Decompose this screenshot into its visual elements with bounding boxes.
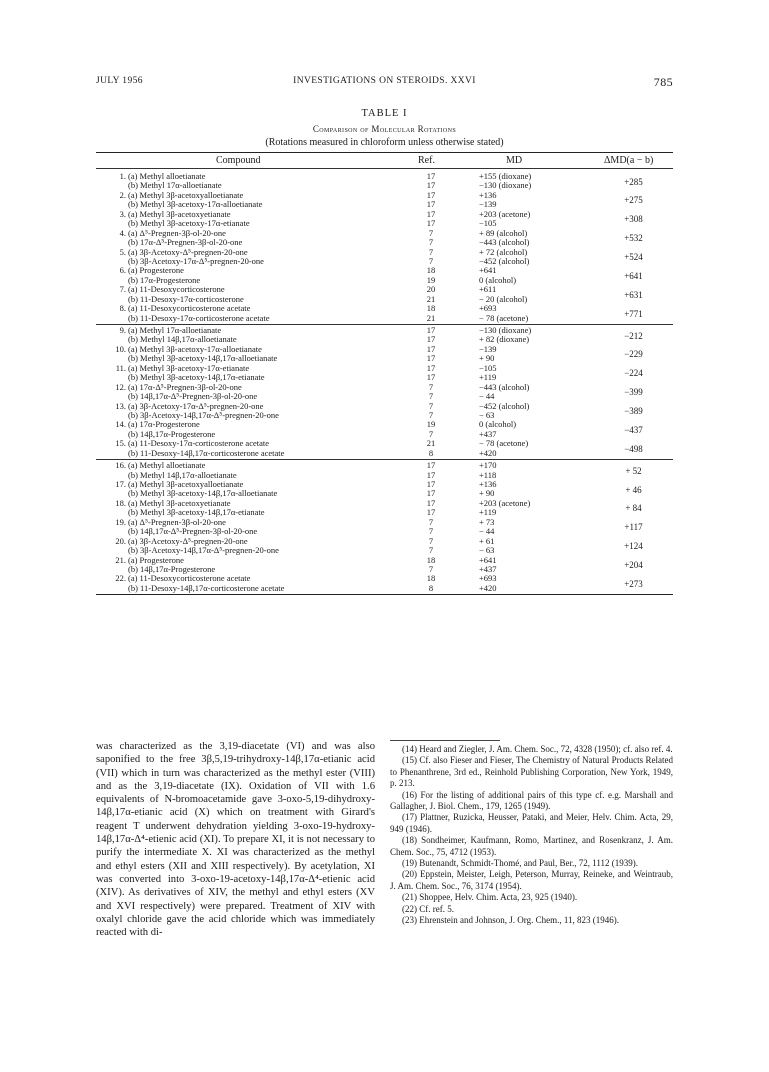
molecular-rotation: +437 xyxy=(479,563,497,574)
delta-rotation: +275 xyxy=(624,195,643,206)
row-number: 8. xyxy=(119,303,126,314)
compound-name: (a) Methyl 17α-alloetianate xyxy=(128,325,222,335)
footnote: (16) For the listing of additional pairs of this type cf. e.g. Marshall and Gallagher, J. Biol. Chem., 179, 1265 (1949). xyxy=(390,789,673,812)
reference: 17 xyxy=(426,497,436,508)
reference: 17 xyxy=(426,353,436,364)
reference: 17 xyxy=(426,208,436,219)
delta-rotation: +524 xyxy=(624,252,643,262)
compound-pair xyxy=(96,210,673,229)
row-number: 6. xyxy=(119,265,126,276)
compound-name: (a) Methyl 3β-acetoxyalloetianate xyxy=(128,479,244,489)
reference: 7 xyxy=(428,381,434,392)
compound-name: (a) 11-Desoxycorticosterone acetate xyxy=(128,303,251,314)
molecular-rotation: +136 xyxy=(479,189,497,200)
molecular-rotation: +203 (acetone) xyxy=(479,208,531,219)
molecular-rotation: + 61 xyxy=(479,535,495,546)
reference: 17 xyxy=(426,460,436,471)
molecular-rotation: −452 (alcohol) xyxy=(479,400,530,411)
delta-rotation: −212 xyxy=(624,330,643,341)
compound-pair xyxy=(96,439,673,458)
compound-name: (a) Methyl 3β-acetoxyetianate xyxy=(128,208,231,219)
delta-rotation: +641 xyxy=(624,270,643,281)
compound-name: (b) 11-Desoxy-17α-corticosterone acetate xyxy=(128,312,270,323)
molecular-rotation: +693 xyxy=(479,303,497,314)
compound-name: (a) 11-Desoxycorticosterone acetate xyxy=(128,573,251,584)
row-number: 1. xyxy=(119,171,126,181)
molecular-rotation: − 78 (acetone) xyxy=(479,312,529,323)
reference: 7 xyxy=(428,237,434,248)
molecular-rotation: +170 xyxy=(479,460,497,471)
compound-name: (a) Progesterone xyxy=(128,265,184,276)
compound-name: (a) 11-Desoxycorticosterone xyxy=(128,284,225,295)
compound-name: (b) Methyl 14β,17α-alloetianate xyxy=(128,469,237,480)
running-head-date: JULY 1956 xyxy=(96,76,143,86)
table-title: TABLE I xyxy=(361,108,408,119)
compound-pair xyxy=(96,345,673,364)
molecular-rotation: +437 xyxy=(479,428,497,439)
reference: 17 xyxy=(426,479,436,489)
molecular-rotation: + 73 xyxy=(479,516,495,527)
reference: 7 xyxy=(428,391,434,402)
delta-rotation: −437 xyxy=(624,424,643,435)
table-caption: Comparison of Molecular Rotations xyxy=(312,124,457,134)
delta-rotation: +308 xyxy=(624,214,643,225)
table-row xyxy=(96,584,673,593)
compound-name: (b) Methyl 17α-alloetianate xyxy=(128,180,222,191)
footnote: (17) Plattner, Ruzicka, Heusser, Pataki, and Meier, Helv. Chim. Acta, 29, 949 (1946). xyxy=(390,812,673,834)
molecular-rotation: +203 (acetone) xyxy=(479,497,531,508)
molecular-rotation: −139 xyxy=(479,343,497,354)
compound-name: (b) Methyl 3β-acetoxy-14β,17α-etianate xyxy=(128,372,265,383)
reference: 19 xyxy=(426,274,436,285)
compound-pair xyxy=(96,499,673,518)
reference: 19 xyxy=(426,419,436,430)
footnote: (22) Cf. ref. 5. xyxy=(402,903,454,914)
compound-pair xyxy=(96,574,673,593)
delta-rotation: +204 xyxy=(624,560,643,570)
reference: 18 xyxy=(426,573,436,584)
molecular-rotation: 0 (alcohol) xyxy=(479,274,517,285)
row-number: 13. xyxy=(115,400,126,411)
compound-name: (a) Methyl 3β-acetoxyalloetianate xyxy=(128,189,244,200)
molecular-rotation: −452 (alcohol) xyxy=(479,255,530,266)
reference: 18 xyxy=(426,303,436,314)
row-number: 7. xyxy=(119,284,126,295)
row-number: 3. xyxy=(119,208,126,219)
row-number: 22. xyxy=(115,573,126,584)
reference: 17 xyxy=(426,362,436,373)
molecular-rotation: + 90 xyxy=(479,353,495,364)
table-note: (Rotations measured in chloroform unless otherwise stated) xyxy=(265,137,504,148)
row-number: 20. xyxy=(115,535,126,546)
reference: 7 xyxy=(428,535,434,546)
footnote: (21) Shoppee, Helv. Chim. Acta, 23, 925 (1940). xyxy=(402,892,578,903)
table-row xyxy=(96,314,673,323)
molecular-rotation: +136 xyxy=(479,479,497,489)
reference: 17 xyxy=(426,488,436,499)
delta-rotation: +117 xyxy=(624,522,643,533)
reference: 21 xyxy=(426,293,436,304)
reference: 21 xyxy=(426,312,436,323)
compound-name: (a) Δ⁵-Pregnen-3β-ol-20-one xyxy=(128,516,226,527)
compound-name: (a) 17α-Progesterone xyxy=(128,419,200,430)
rotations-table xyxy=(96,152,673,595)
footnote: (20) Eppstein, Meister, Leigh, Peterson, Murray, Reineke, and Weintraub, J. Am. Chem. Soc., 76, 3174 (1954). xyxy=(390,869,673,891)
col-header-md: MD xyxy=(506,155,523,166)
reference: 7 xyxy=(428,563,434,574)
compound-pair xyxy=(96,420,673,439)
molecular-rotation: +641 xyxy=(479,265,497,276)
molecular-rotation: + 89 (alcohol) xyxy=(479,227,528,238)
molecular-rotation: − 44 xyxy=(479,526,495,537)
col-header-ref: Ref. xyxy=(418,155,435,166)
footnotes-column xyxy=(390,740,673,927)
col-header-delta: ΔMD(a − b) xyxy=(604,155,654,166)
compound-name: (b) 3β-Acetoxy-14β,17α-Δ⁵-pregnen-20-one xyxy=(128,545,279,556)
compound-name: (a) Methyl alloetianate xyxy=(128,171,206,181)
reference: 17 xyxy=(426,469,436,480)
compound-name: (b) Methyl 3β-acetoxy-17α-etianate xyxy=(128,218,250,229)
reference: 21 xyxy=(426,438,436,449)
footnote: (19) Butenandt, Schmidt-Thomé, and Paul, Ber., 72, 1112 (1939). xyxy=(402,858,639,869)
compound-name: (a) 17α-Δ⁵-Pregnen-3β-ol-20-one xyxy=(128,381,242,392)
running-head xyxy=(96,76,673,90)
compound-pair xyxy=(96,383,673,402)
reference: 7 xyxy=(428,545,434,556)
delta-rotation: −229 xyxy=(624,349,643,360)
compound-name: (a) 3β-Acetoxy-Δ⁵-pregnen-20-one xyxy=(128,535,248,546)
molecular-rotation: +420 xyxy=(479,447,497,458)
delta-rotation: +273 xyxy=(624,578,643,589)
body-text-column xyxy=(96,740,375,939)
compound-name: (b) 14β,17α-Progesterone xyxy=(128,563,216,574)
row-number: 2. xyxy=(119,189,126,200)
molecular-rotation: + 90 xyxy=(479,488,495,499)
delta-rotation: + 46 xyxy=(625,484,642,495)
table-bottom-rule xyxy=(96,594,673,595)
compound-pair xyxy=(96,229,673,248)
footnote: (23) Ehrenstein and Johnson, J. Org. Chem., 11, 823 (1946). xyxy=(402,915,619,926)
reference: 17 xyxy=(426,189,436,200)
compound-name: (a) Methyl 3β-acetoxyetianate xyxy=(128,497,231,508)
row-number: 15. xyxy=(115,438,126,449)
molecular-rotation: − 44 xyxy=(479,391,495,402)
molecular-rotation: +693 xyxy=(479,573,497,584)
delta-rotation: + 52 xyxy=(625,465,642,476)
molecular-rotation: +119 xyxy=(479,507,497,518)
delta-rotation: +532 xyxy=(624,233,643,244)
molecular-rotation: +641 xyxy=(479,554,497,565)
reference: 7 xyxy=(428,526,434,537)
reference: 17 xyxy=(426,507,436,518)
delta-rotation: + 84 xyxy=(625,503,642,514)
compound-name: (b) 14β,17α-Δ⁵-Pregnen-3β-ol-20-one xyxy=(128,526,258,537)
compound-pair xyxy=(96,191,673,210)
reference: 20 xyxy=(426,284,436,295)
row-number: 19. xyxy=(115,516,126,527)
compound-pair xyxy=(96,326,673,345)
delta-rotation: −498 xyxy=(624,443,643,454)
body-paragraph: was characterized as the 3,19-diacetate (VI) and was also saponified to the free 3β,5,19-trihydroxy-14β,17α-etianic acid (VII) which in turn was characterized as the methyl ester (VIII) and as the 3,19-diacetate (IX). Oxidation of VII with 1.6 equivalents of N-bromoacetamide gave 3-oxo-5,19-dihydroxy-14β,17α-etianic acid (X) which on treatment with Girard's reagent T underwent dehydration yielding 3-oxo-19-hydroxy-14β,17α-Δ⁴-etienic acid (XI). To prepare XI, it is not necessary to purify the intermediate X. XI was characterized as the methyl and ethyl esters (XII and XIII respectively). By acetylation, XI was converted into 3-oxo-19-acetoxy-14β,17α-Δ⁴-etienic acid (XIV). As derivatives of XIV, the methyl and ethyl esters (XV and XVI respectively) were prepared. Treatment of XIV with oxalyl chloride gave the acid chloride which was immediately reacted with di- xyxy=(96,741,375,939)
compound-name: (a) 3β-Acetoxy-17α-Δ⁵-pregnen-20-one xyxy=(128,400,264,411)
compound-name: (b) Methyl 3β-acetoxy-14β,17α-alloetianate xyxy=(128,488,278,499)
molecular-rotation: + 82 (dioxane) xyxy=(479,334,530,345)
compound-name: (b) Methyl 3β-acetoxy-14β,17α-alloetianate xyxy=(128,353,278,364)
reference: 7 xyxy=(428,428,434,439)
reference: 7 xyxy=(428,516,434,527)
compound-name: (b) 3β-Acetoxy-14β,17α-Δ⁵-pregnen-20-one xyxy=(128,409,279,420)
row-number: 11. xyxy=(115,362,126,373)
col-header-compound: Compound xyxy=(216,155,261,166)
delta-rotation: −399 xyxy=(624,387,643,398)
compound-name: (b) 14β,17α-Progesterone xyxy=(128,428,216,439)
reference: 18 xyxy=(426,265,436,276)
molecular-rotation: − 20 (alcohol) xyxy=(479,293,528,304)
row-number: 4. xyxy=(119,227,126,238)
molecular-rotation: −105 xyxy=(479,362,497,373)
reference: 18 xyxy=(426,554,436,565)
row-number: 17. xyxy=(115,479,126,489)
molecular-rotation: +420 xyxy=(479,582,497,593)
molecular-rotation: −130 (dioxane) xyxy=(479,180,532,191)
delta-rotation: +285 xyxy=(624,176,643,187)
molecular-rotation: +119 xyxy=(479,372,497,383)
reference: 7 xyxy=(428,409,434,420)
compound-name: (b) 17α-Progesterone xyxy=(128,274,201,285)
reference: 17 xyxy=(426,218,436,229)
molecular-rotation: +118 xyxy=(479,469,497,480)
table-body xyxy=(96,169,673,593)
compound-name: (b) 17α-Δ⁵-Pregnen-3β-ol-20-one xyxy=(128,237,243,248)
delta-rotation: −389 xyxy=(624,406,643,416)
reference: 17 xyxy=(426,325,436,335)
compound-pair xyxy=(96,461,673,480)
compound-pair xyxy=(96,518,673,537)
row-number: 18. xyxy=(115,497,126,508)
molecular-rotation: −105 xyxy=(479,218,497,229)
compound-name: (a) Methyl 3β-acetoxy-17α-alloetianate xyxy=(128,343,262,354)
footnote: (14) Heard and Ziegler, J. Am. Chem. Soc., 72, 4328 (1950); cf. also ref. 4. xyxy=(402,744,673,754)
compound-name: (a) Methyl alloetianate xyxy=(128,460,206,471)
molecular-rotation: −139 xyxy=(479,199,497,210)
compound-name: (b) Methyl 3β-acetoxy-17α-alloetianate xyxy=(128,199,263,210)
reference: 7 xyxy=(428,255,434,266)
running-head-title: INVESTIGATIONS ON STEROIDS. XXVI xyxy=(293,76,476,86)
compound-name: (b) 11-Desoxy-14β,17α-corticosterone acetate xyxy=(128,447,285,458)
compound-pair xyxy=(96,480,673,499)
footnote-rule xyxy=(390,740,500,741)
molecular-rotation: −130 (dioxane) xyxy=(479,325,532,335)
compound-pair xyxy=(96,266,673,285)
compound-pair xyxy=(96,402,673,421)
compound-name: (b) Methyl 14β,17α-alloetianate xyxy=(128,334,237,345)
molecular-rotation: + 72 (alcohol) xyxy=(479,246,528,257)
row-number: 21. xyxy=(115,554,126,565)
compound-pair xyxy=(96,364,673,383)
reference: 7 xyxy=(428,400,434,411)
compound-name: (b) 11-Desoxy-17α-corticosterone xyxy=(128,293,244,304)
compound-name: (b) 3β-Acetoxy-17α-Δ⁵-pregnen-20-one xyxy=(128,255,264,266)
row-number: 14. xyxy=(115,419,126,430)
reference: 17 xyxy=(426,171,436,181)
row-number: 9. xyxy=(119,325,126,335)
delta-rotation: +124 xyxy=(624,541,643,552)
compound-name: (b) 14β,17α-Δ⁵-Pregnen-3β-ol-20-one xyxy=(128,391,258,402)
reference: 17 xyxy=(426,343,436,354)
molecular-rotation: −443 (alcohol) xyxy=(479,381,530,392)
table-row xyxy=(96,449,673,458)
row-number: 16. xyxy=(115,460,126,471)
reference: 17 xyxy=(426,180,436,191)
compound-pair xyxy=(96,304,673,323)
row-number: 5. xyxy=(119,246,126,257)
reference: 17 xyxy=(426,334,436,345)
compound-pair xyxy=(96,285,673,304)
compound-name: (a) Δ⁵-Pregnen-3β-ol-20-one xyxy=(128,227,226,238)
compound-pair xyxy=(96,537,673,556)
compound-name: (a) Methyl 3β-acetoxy-17α-etianate xyxy=(128,362,250,373)
molecular-rotation: − 63 xyxy=(479,545,495,556)
compound-name: (a) 11-Desoxy-17α-corticosterone acetate xyxy=(128,438,270,449)
delta-rotation: +631 xyxy=(624,289,643,300)
footnote: (18) Sondheimer, Kaufmann, Romo, Martinez, and Rosenkranz, J. Am. Chem. Soc., 75, 4712 (1953). xyxy=(390,835,673,857)
reference: 17 xyxy=(426,372,436,383)
molecular-rotation: − 63 xyxy=(479,409,495,420)
reference: 7 xyxy=(428,246,434,257)
row-number: 12. xyxy=(115,381,126,392)
molecular-rotation: 0 (alcohol) xyxy=(479,419,517,430)
table-header-row xyxy=(96,153,673,168)
reference: 8 xyxy=(428,447,434,458)
row-number: 10. xyxy=(115,343,126,354)
reference: 7 xyxy=(428,227,434,238)
molecular-rotation: − 78 (acetone) xyxy=(479,438,529,449)
compound-pair xyxy=(96,556,673,575)
compound-pair xyxy=(96,172,673,191)
reference: 17 xyxy=(426,199,436,210)
footnote: (15) Cf. also Fieser and Fieser, The Chemistry of Natural Products Related to Phenanthrene, 3rd ed., Reinhold Publishing Corporation, New York, 1949, p. 213. xyxy=(390,755,673,789)
delta-rotation: +771 xyxy=(624,308,643,319)
reference: 8 xyxy=(428,582,434,593)
compound-name: (a) Progesterone xyxy=(128,554,184,565)
molecular-rotation: −443 (alcohol) xyxy=(479,237,530,248)
molecular-rotation: +155 (dioxane) xyxy=(479,171,532,181)
compound-name: (b) Methyl 3β-acetoxy-14β,17α-etianate xyxy=(128,507,265,518)
page-number: 785 xyxy=(653,75,673,89)
delta-rotation: −224 xyxy=(624,368,643,379)
compound-name: (b) 11-Desoxy-14β,17α-corticosterone acetate xyxy=(128,582,285,593)
compound-name: (a) 3β-Acetoxy-Δ⁵-pregnen-20-one xyxy=(128,246,248,257)
compound-pair xyxy=(96,248,673,267)
molecular-rotation: +611 xyxy=(479,284,497,295)
